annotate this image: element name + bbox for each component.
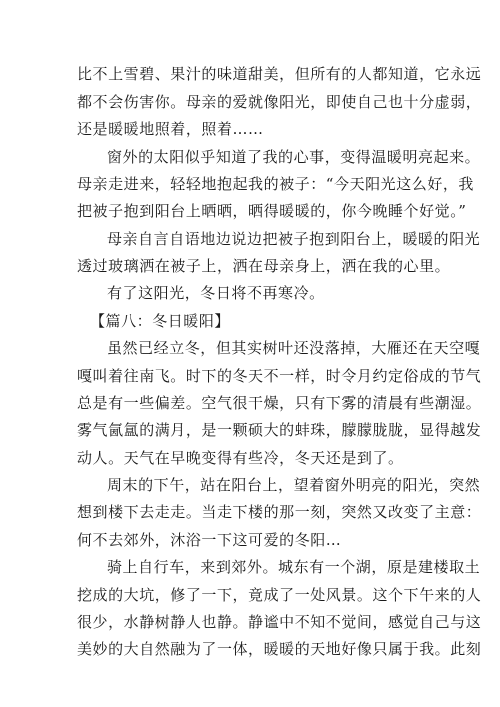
paragraph-line: 周末的下午，站在阳台上，望着窗外明亮的阳光，突然 xyxy=(107,476,481,494)
paragraph-line: 透过玻璃洒在被子上，洒在母亲身上，洒在我的心里。 xyxy=(77,257,451,275)
paragraph-line: 总是有一些偏差。空气很干燥，只有下雾的清晨有些潮湿。 xyxy=(77,394,482,412)
paragraph-line: 想到楼下去走走。当走下楼的那一刻，突然又改变了主意： xyxy=(77,503,482,521)
paragraph-line: 比不上雪碧、果汁的味道甜美，但所有的人都知道，它永远 xyxy=(77,65,482,83)
paragraph-line: 很少，水静树静人也静。静谧中不知不觉间，感觉自己与这 xyxy=(77,613,482,631)
paragraph-line: 有了这阳光，冬日将不再寒冷。 xyxy=(107,284,325,302)
paragraph-line: 把被子抱到阳台上晒晒，晒得暖暖的，你今晚睡个好觉。” xyxy=(77,202,467,220)
paragraph-line: 母亲走进来，轻轻地抱起我的被子：“今天阳光这么好，我 xyxy=(77,175,474,193)
paragraph-line: 虽然已经立冬，但其实树叶还没落掉，大雁还在天空嘎 xyxy=(107,339,481,357)
paragraph-line: 都不会伤害你。母亲的爱就像阳光，即使自己也十分虚弱， xyxy=(77,93,482,111)
paragraph-line: 动人。天气在早晚变得有些冷，冬天还是到了。 xyxy=(77,449,404,467)
section-heading: 【篇八：冬日暖阳】 xyxy=(90,312,230,330)
paragraph-line: 窗外的太阳似乎知道了我的心事，变得温暖明亮起来。 xyxy=(107,148,481,166)
paragraph-line: 母亲自言自语地边说边把被子抱到阳台上，暖暖的阳光 xyxy=(107,230,481,248)
paragraph-line: 骑上自行车，来到郊外。城东有一个湖，原是建楼取土 xyxy=(107,558,481,576)
paragraph-line: 嘎叫着往南飞。时下的冬天不一样，时令月约定俗成的节气 xyxy=(77,367,482,385)
paragraph-line: 挖成的大坑，修了一下，竟成了一处风景。这个下午来的人 xyxy=(77,586,482,604)
paragraph-line: 美妙的大自然融为了一体，暖暖的天地好像只属于我。此刻 xyxy=(77,640,482,658)
paragraph-line: 何不去郊外，沐浴一下这可爱的冬阳… xyxy=(77,531,342,549)
paragraph-line: 雾气氤氲的满月，是一颗硕大的蚌珠，朦朦胧胧，显得越发 xyxy=(77,421,482,439)
paragraph-line: 还是暖暖地照着，照着…… xyxy=(77,120,264,138)
